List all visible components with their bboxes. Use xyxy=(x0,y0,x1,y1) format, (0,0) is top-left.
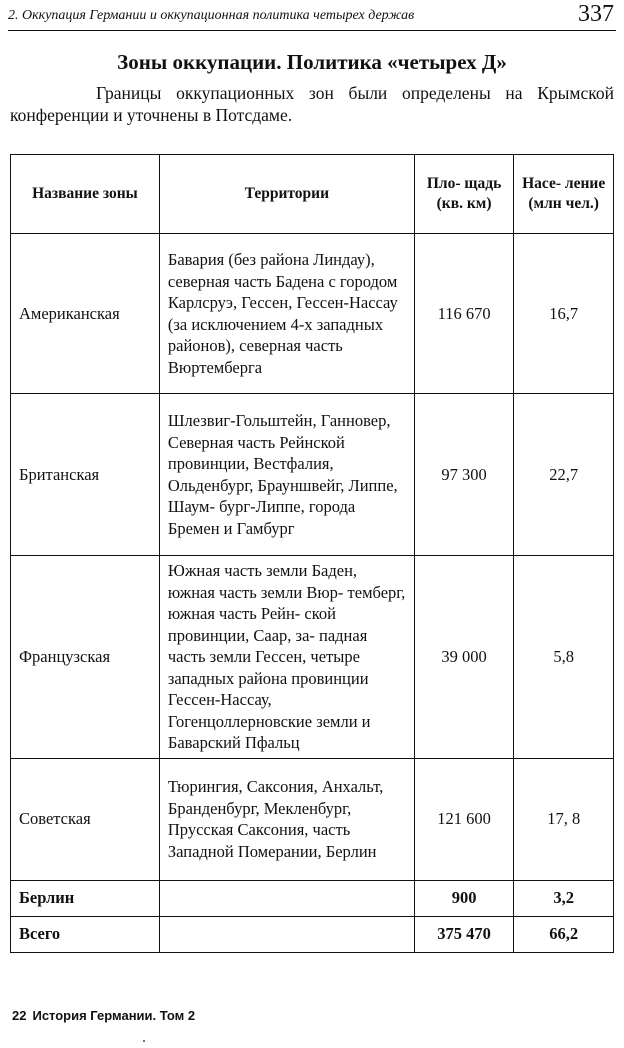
total-population-cell: 66,2 xyxy=(514,916,614,952)
population-cell: 5,8 xyxy=(514,556,614,759)
table-header-row xyxy=(11,155,614,234)
signature-number: 22 xyxy=(12,1008,27,1023)
territories-cell xyxy=(159,880,414,916)
header-area: Пло- щадь (кв. км) xyxy=(414,155,514,234)
book-title: История Германии. Том 2 xyxy=(32,1008,196,1023)
header-zone-name: Название зоны xyxy=(11,155,160,234)
total-area-cell: 375 470 xyxy=(414,916,514,952)
section-heading: Зоны оккупации. Политика «четырех Д» xyxy=(117,50,507,74)
table-row xyxy=(11,234,614,394)
header-population: Насе- ление (млн чел.) xyxy=(514,155,614,234)
population-cell: 3,2 xyxy=(514,880,614,916)
territories-cell: Тюрингия, Саксония, Анхальт, Бранденбург, Мекленбург, Прусская Саксония, часть Западной Померании, Берлин xyxy=(159,758,414,880)
area-cell: 121 600 xyxy=(414,758,514,880)
population-cell: 22,7 xyxy=(514,394,614,556)
zone-name-cell: Американская xyxy=(11,234,160,394)
running-head xyxy=(8,0,616,31)
total-label-cell: Всего xyxy=(11,916,160,952)
area-cell: 116 670 xyxy=(414,234,514,394)
page-footer xyxy=(12,1008,195,1023)
table-row xyxy=(11,556,614,759)
running-head-title: 2. Оккупация Германии и оккупационная политика четырех держав xyxy=(8,8,415,23)
intro-paragraph: Границы оккупационных зон были определены на Крымской конференции и уточнены в Потсдаме. xyxy=(10,83,614,125)
occupation-zones-table xyxy=(10,154,614,953)
zone-name-cell: Французская xyxy=(11,556,160,759)
area-cell: 39 000 xyxy=(414,556,514,759)
total-territories-cell xyxy=(159,916,414,952)
table-row xyxy=(11,394,614,556)
zone-name-cell: Советская xyxy=(11,758,160,880)
territories-cell: Бавария (без района Линдау), северная часть Бадена с городом Карлсруэ, Гессен, Гессен-Нассау (за исключением 4-х западных районов), северная часть Вюртемберга xyxy=(159,234,414,394)
population-cell: 17, 8 xyxy=(514,758,614,880)
zone-name-cell: Берлин xyxy=(11,880,160,916)
table-row xyxy=(11,880,614,916)
table-total-row xyxy=(11,916,614,952)
zone-name-cell: Британская xyxy=(11,394,160,556)
table-row xyxy=(11,758,614,880)
territories-cell: Шлезвиг-Гольштейн, Ганновер, Северная часть Рейнской провинции, Вестфалия, Ольденбург, Брауншвейг, Липпе, Шаум- бург-Липпе, города Бремен и Гамбург xyxy=(159,394,414,556)
header-territories: Территории xyxy=(159,155,414,234)
area-cell: 97 300 xyxy=(414,394,514,556)
territories-cell: Южная часть земли Баден, южная часть земли Вюр- темберг, южная часть Рейн- ской провинции, Саар, за- падная часть земли Гессен, четыре западных района провинции Гессен-Нассау, Гогенцоллерновские земли и Баварский Пфальц xyxy=(159,556,414,759)
print-speck xyxy=(143,1040,145,1042)
page-number: 337 xyxy=(578,1,614,27)
area-cell: 900 xyxy=(414,880,514,916)
population-cell: 16,7 xyxy=(514,234,614,394)
